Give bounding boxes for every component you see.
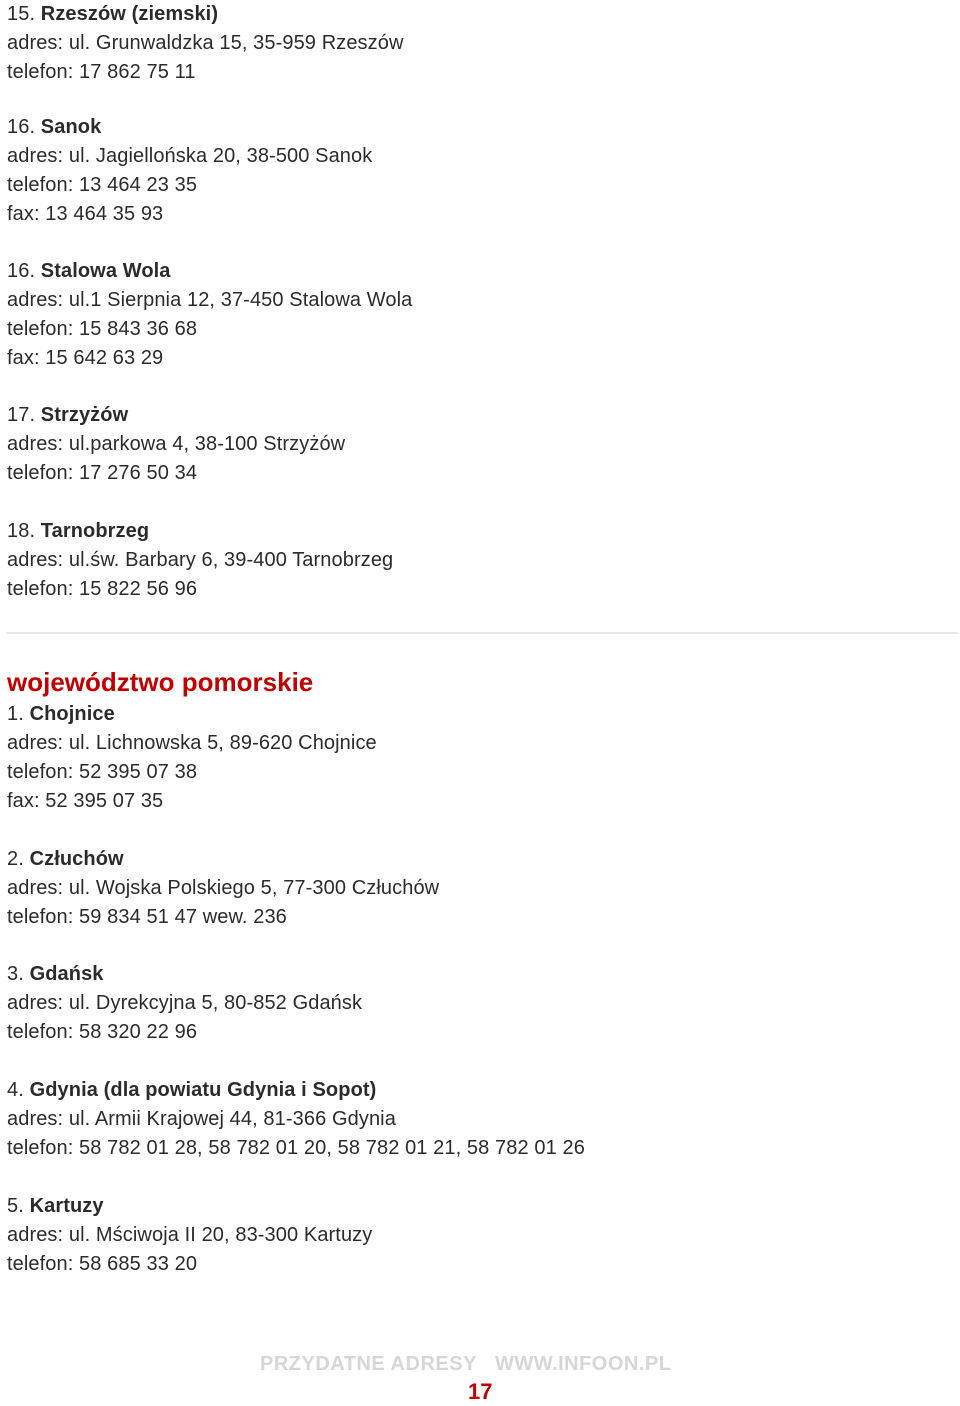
entry-address: adres: ul. Wojska Polskiego 5, 77-300 Człuchów xyxy=(7,877,440,899)
entry-heading: 17. Strzyżów xyxy=(7,404,129,426)
section-divider xyxy=(6,632,958,634)
entry-fax: fax: 52 395 07 35 xyxy=(7,790,164,812)
entry-heading: 4. Gdynia (dla powiatu Gdynia i Sopot) xyxy=(7,1079,377,1101)
entry-tarnobrzeg xyxy=(7,517,393,604)
entry-fax: fax: 15 642 63 29 xyxy=(7,347,164,369)
entry-address: adres: ul. Lichnowska 5, 89-620 Chojnice xyxy=(7,732,377,754)
entry-address: adres: ul. Mściwoja II 20, 83-300 Kartuzy xyxy=(7,1224,373,1246)
entry-sanok xyxy=(7,113,372,229)
entry-kartuzy xyxy=(7,1192,372,1279)
entry-address: adres: ul. Grunwaldzka 15, 35-959 Rzeszów xyxy=(7,32,404,54)
entry-heading: 3. Gdańsk xyxy=(7,963,104,985)
entry-gdynia xyxy=(7,1076,585,1163)
entry-fax: fax: 13 464 35 93 xyxy=(7,203,164,225)
entry-rzeszow xyxy=(7,0,404,87)
entry-heading: 16. Sanok xyxy=(7,116,102,138)
entry-heading: 16. Stalowa Wola xyxy=(7,260,171,282)
entry-phone: telefon: 17 862 75 11 xyxy=(7,61,196,83)
entry-address: adres: ul.parkowa 4, 38-100 Strzyżów xyxy=(7,433,346,455)
entry-phone: telefon: 58 685 33 20 xyxy=(7,1253,198,1275)
page-number: 17 xyxy=(468,1379,493,1404)
entry-stalowa-wola xyxy=(7,257,412,373)
entry-gdansk xyxy=(7,960,362,1047)
footer-label: PRZYDATNE ADRESY xyxy=(260,1353,477,1375)
entry-phone: telefon: 13 464 23 35 xyxy=(7,174,198,196)
entry-heading: 5. Kartuzy xyxy=(7,1195,104,1217)
entry-phone: telefon: 17 276 50 34 xyxy=(7,462,198,484)
footer-website: WWW.INFOON.PL xyxy=(495,1353,672,1375)
entry-heading: 2. Człuchów xyxy=(7,848,124,870)
entry-phone: telefon: 15 843 36 68 xyxy=(7,318,198,340)
entry-address: adres: ul.1 Sierpnia 12, 37-450 Stalowa Wola xyxy=(7,289,413,311)
entry-czluchow xyxy=(7,845,439,932)
entry-phone: telefon: 58 320 22 96 xyxy=(7,1021,198,1043)
entry-heading: 15. Rzeszów (ziemski) xyxy=(7,3,219,25)
entry-chojnice xyxy=(7,700,377,816)
entry-phone: telefon: 59 834 51 47 wew. 236 xyxy=(7,906,287,928)
entry-address: adres: ul. Dyrekcyjna 5, 80-852 Gdańsk xyxy=(7,992,363,1014)
entry-heading: 18. Tarnobrzeg xyxy=(7,520,150,542)
entry-heading: 1. Chojnice xyxy=(7,703,115,725)
entry-phone: telefon: 52 395 07 38 xyxy=(7,761,198,783)
entry-address: adres: ul.św. Barbary 6, 39-400 Tarnobrzeg xyxy=(7,549,394,571)
entry-address: adres: ul. Armii Krajowej 44, 81-366 Gdynia xyxy=(7,1108,396,1130)
entry-address: adres: ul. Jagiellońska 20, 38-500 Sanok xyxy=(7,145,373,167)
section-title: województwo pomorskie xyxy=(7,667,314,697)
entry-phone: telefon: 15 822 56 96 xyxy=(7,578,198,600)
entry-strzyzow xyxy=(7,401,345,488)
entry-phone: telefon: 58 782 01 28, 58 782 01 20, 58 782 01 21, 58 782 01 26 xyxy=(7,1137,585,1159)
